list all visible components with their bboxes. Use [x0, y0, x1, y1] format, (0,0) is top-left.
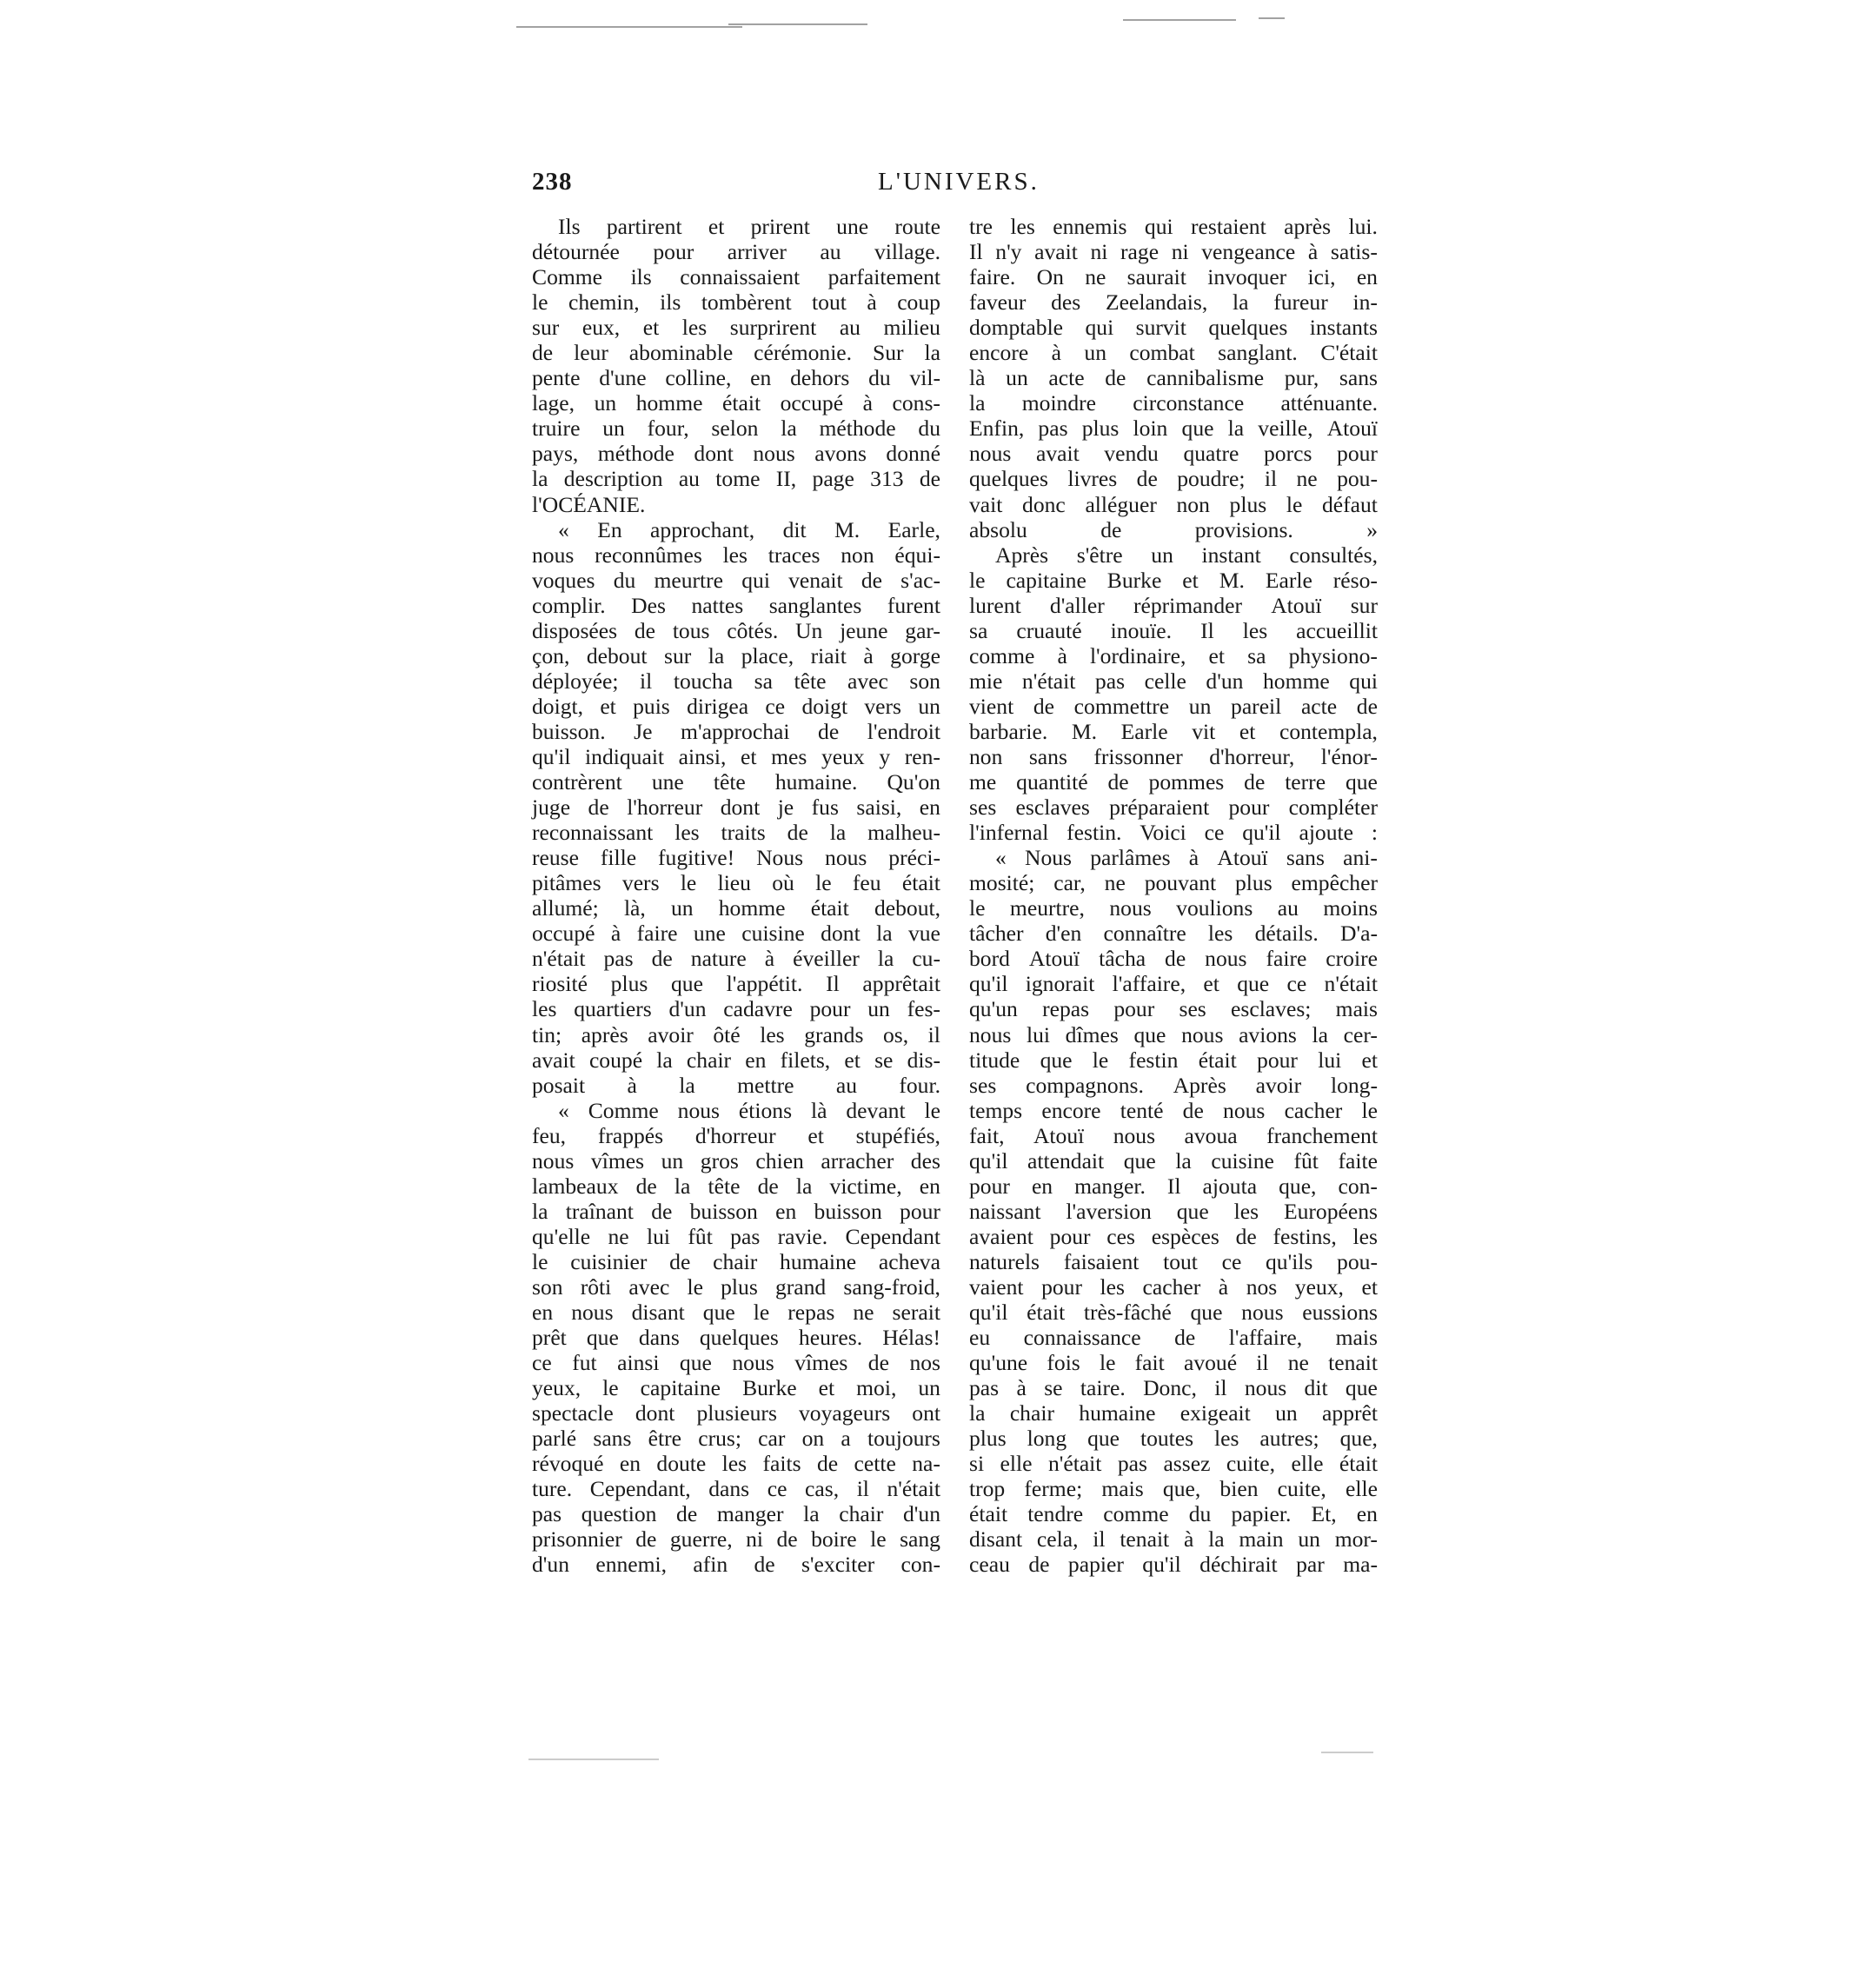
- right-column-line: là un acte de cannibalisme pur, sans: [969, 365, 1378, 391]
- left-column-line: pente d'une colline, en dehors du vil-: [532, 365, 940, 391]
- left-column-line: tin; après avoir ôté les grands os, il: [532, 1021, 940, 1047]
- right-column-line: naturels faisaient tout ce qu'ils pou-: [969, 1248, 1378, 1274]
- right-column-line: ceau de papier qu'il déchirait par ma-: [969, 1552, 1378, 1578]
- right-column-line: qu'il ignorait l'affaire, et que ce n'était: [969, 971, 1378, 997]
- page-header: [532, 168, 1366, 203]
- left-column-line: prêt que dans quelques heures. Hélas!: [532, 1325, 940, 1351]
- right-column-line: ses compagnons. Après avoir long-: [969, 1072, 1378, 1098]
- scan-mark-bottom-left: [528, 1759, 659, 1760]
- right-column-line: mosité; car, ne pouvant plus empêcher: [969, 870, 1378, 896]
- right-column-line: qu'un repas pour ses esclaves; mais: [969, 996, 1378, 1022]
- right-column-line: temps encore tenté de nous cacher le: [969, 1097, 1378, 1123]
- right-column-line: vait donc alléguer non plus le défaut: [969, 491, 1378, 517]
- left-column-line: de leur abominable cérémonie. Sur la: [532, 340, 940, 366]
- left-column-line: nous vîmes un gros chien arracher des: [532, 1147, 940, 1174]
- left-column-line: d'un ennemi, afin de s'exciter con-: [532, 1552, 940, 1578]
- left-column-line: reconnaissant les traits de la malheu-: [532, 820, 940, 846]
- right-column-line: mie n'était pas celle d'un homme qui: [969, 668, 1378, 694]
- right-column-line: Après s'être un instant consultés,: [995, 542, 1378, 568]
- right-column-line: nous lui dîmes que nous avions la cer-: [969, 1021, 1378, 1047]
- right-column-line: vient de commettre un pareil acte de: [969, 693, 1378, 719]
- left-column-line: contrèrent une tête humaine. Qu'on: [532, 769, 940, 795]
- right-column-line: qu'il attendait que la cuisine fût faite: [969, 1147, 1378, 1174]
- left-column-line: Ils partirent et prirent une route: [558, 214, 940, 239]
- left-column-line: pitâmes vers le lieu où le feu était: [532, 870, 940, 896]
- left-column-line: yeux, le capitaine Burke et moi, un: [532, 1375, 940, 1401]
- left-column-line: occupé à faire une cuisine dont la vue: [532, 921, 940, 947]
- left-column-line: Comme ils connaissaient parfaitement: [532, 264, 940, 290]
- right-column-line: me quantité de pommes de terre que: [969, 769, 1378, 795]
- right-column-line: absolu de provisions. »: [969, 516, 1378, 542]
- left-column: [532, 214, 940, 1578]
- scan-mark-top-far-right: [1259, 17, 1285, 19]
- left-column-line: en nous disant que le repas ne serait: [532, 1300, 940, 1326]
- left-column-line: feu, frappés d'horreur et stupéfiés,: [532, 1122, 940, 1148]
- left-column-line: « En approchant, dit M. Earle,: [558, 516, 940, 542]
- left-column-line: nous reconnûmes les traces non équi-: [532, 542, 940, 568]
- right-column-line: titude que le festin était pour lui et: [969, 1047, 1378, 1073]
- right-column-line: disant cela, il tenait à la main un mor-: [969, 1526, 1378, 1553]
- left-column-line: complir. Des nattes sanglantes furent: [532, 592, 940, 618]
- right-column-line: faveur des Zeelandais, la fureur in-: [969, 289, 1378, 316]
- left-column-line: « Comme nous étions là devant le: [558, 1097, 940, 1123]
- right-column-line: naissant l'aversion que les Européens: [969, 1198, 1378, 1224]
- right-column-line: le capitaine Burke et M. Earle réso-: [969, 567, 1378, 593]
- right-column-line: « Nous parlâmes à Atouï sans ani-: [995, 845, 1378, 871]
- right-column-line: comme à l'ordinaire, et sa physiono-: [969, 642, 1378, 668]
- left-column-line: pas question de manger la chair d'un: [532, 1501, 940, 1527]
- right-column-line: le meurtre, nous voulions au moins: [969, 895, 1378, 921]
- right-column-line: Il n'y avait ni rage ni vengeance à satis-: [969, 239, 1378, 265]
- scan-mark-top-right: [1123, 19, 1236, 21]
- right-column-line: trop ferme; mais que, bien cuite, elle: [969, 1476, 1378, 1502]
- left-column-line: lambeaux de la tête de la victime, en: [532, 1173, 940, 1199]
- right-column-line: qu'une fois le fait avoué il ne tenait: [969, 1350, 1378, 1376]
- right-column-line: Enfin, pas plus loin que la veille, Atouï: [969, 416, 1378, 442]
- right-column-line: quelques livres de poudre; il ne pou-: [969, 466, 1378, 492]
- right-column-line: ses esclaves préparaient pour compléter: [969, 795, 1378, 821]
- left-column-line: qu'il indiquait ainsi, et mes yeux y ren-: [532, 743, 940, 769]
- right-column-line: si elle n'était pas assez cuite, elle était: [969, 1451, 1378, 1477]
- left-column-line: son rôti avec le plus grand sang-froid,: [532, 1273, 940, 1300]
- scan-mark-top-mid: [728, 23, 867, 25]
- right-column-line: tre les ennemis qui restaient après lui.: [969, 214, 1378, 239]
- left-column-line: le chemin, ils tombèrent tout à coup: [532, 289, 940, 316]
- right-column-line: fait, Atouï nous avoua franchement: [969, 1122, 1378, 1148]
- left-column-line: ce fut ainsi que nous vîmes de nos: [532, 1350, 940, 1376]
- right-column-line: domptable qui survit quelques instants: [969, 315, 1378, 341]
- right-column-line: était tendre comme du papier. Et, en: [969, 1501, 1378, 1527]
- left-column-line: les quartiers d'un cadavre pour un fes-: [532, 996, 940, 1022]
- right-column-line: bord Atouï tâcha de nous faire croire: [969, 946, 1378, 972]
- left-column-line: truire un four, selon la méthode du: [532, 416, 940, 442]
- page-number: 238: [532, 168, 573, 196]
- left-column-line: voques du meurtre qui venait de s'ac-: [532, 567, 940, 593]
- left-column-line: doigt, et puis dirigea ce doigt vers un: [532, 693, 940, 719]
- left-column-line: spectacle dont plusieurs voyageurs ont: [532, 1400, 940, 1426]
- left-column-line: la description au tome II, page 313 de: [532, 466, 940, 492]
- scan-mark-bottom-right: [1321, 1752, 1373, 1753]
- right-column-line: pas à se taire. Donc, il nous dit que: [969, 1375, 1378, 1401]
- left-column-line: ture. Cependant, dans ce cas, il n'était: [532, 1476, 940, 1502]
- left-column-line: çon, debout sur la place, riait à gorge: [532, 642, 940, 668]
- right-column-line: la chair humaine exigeait un apprêt: [969, 1400, 1378, 1426]
- right-column-line: lurent d'aller réprimander Atouï sur: [969, 592, 1378, 618]
- left-column-line: révoqué en doute les faits de cette na-: [532, 1451, 940, 1477]
- left-column-line: le cuisinier de chair humaine acheva: [532, 1248, 940, 1274]
- left-column-line: lage, un homme était occupé à cons-: [532, 390, 940, 416]
- right-column-line: l'infernal festin. Voici ce qu'il ajoute :: [969, 820, 1378, 846]
- right-column-line: qu'il était très-fâché que nous eussions: [969, 1300, 1378, 1326]
- left-column-line: parlé sans être crus; car on a toujours: [532, 1426, 940, 1452]
- right-column-line: la moindre circonstance atténuante.: [969, 390, 1378, 416]
- left-column-line: détournée pour arriver au village.: [532, 239, 940, 265]
- right-column-line: barbarie. M. Earle vit et contempla,: [969, 718, 1378, 744]
- left-column-line: avait coupé la chair en filets, et se dis-: [532, 1047, 940, 1073]
- right-column: [969, 214, 1378, 1578]
- scan-mark-top-left: [516, 26, 742, 28]
- right-column-line: vaient pour les cacher à nos yeux, et: [969, 1273, 1378, 1300]
- left-column-line: reuse fille fugitive! Nous nous préci-: [532, 845, 940, 871]
- running-head: L'UNIVERS.: [878, 168, 1040, 196]
- right-column-line: non sans frissonner d'horreur, l'énor-: [969, 743, 1378, 769]
- left-column-line: sur eux, et les surprirent au milieu: [532, 315, 940, 341]
- left-column-line: n'était pas de nature à éveiller la cu-: [532, 946, 940, 972]
- left-column-line: la traînant de buisson en buisson pour: [532, 1198, 940, 1224]
- left-column-line: posait à la mettre au four.: [532, 1072, 940, 1098]
- right-column-line: tâcher d'en connaître les détails. D'a-: [969, 921, 1378, 947]
- left-column-line: allumé; là, un homme était debout,: [532, 895, 940, 921]
- left-column-line: déployée; il toucha sa tête avec son: [532, 668, 940, 694]
- left-column-line: prisonnier de guerre, ni de boire le sang: [532, 1526, 940, 1553]
- left-column-line: l'OCÉANIE.: [532, 491, 646, 517]
- right-column-line: faire. On ne saurait invoquer ici, en: [969, 264, 1378, 290]
- left-column-line: buisson. Je m'approchai de l'endroit: [532, 718, 940, 744]
- left-column-line: riosité plus que l'appétit. Il apprêtait: [532, 971, 940, 997]
- right-column-line: encore à un combat sanglant. C'était: [969, 340, 1378, 366]
- left-column-line: disposées de tous côtés. Un jeune gar-: [532, 617, 940, 643]
- right-column-line: nous avait vendu quatre porcs pour: [969, 441, 1378, 467]
- right-column-line: avaient pour ces espèces de festins, les: [969, 1223, 1378, 1249]
- right-column-line: plus long que toutes les autres; que,: [969, 1426, 1378, 1452]
- left-column-line: qu'elle ne lui fût pas ravie. Cependant: [532, 1223, 940, 1249]
- right-column-line: eu connaissance de l'affaire, mais: [969, 1325, 1378, 1351]
- right-column-line: pour en manger. Il ajouta que, con-: [969, 1173, 1378, 1199]
- right-column-line: sa cruauté inouïe. Il les accueillit: [969, 617, 1378, 643]
- left-column-line: pays, méthode dont nous avons donné: [532, 441, 940, 467]
- left-column-line: juge de l'horreur dont je fus saisi, en: [532, 795, 940, 821]
